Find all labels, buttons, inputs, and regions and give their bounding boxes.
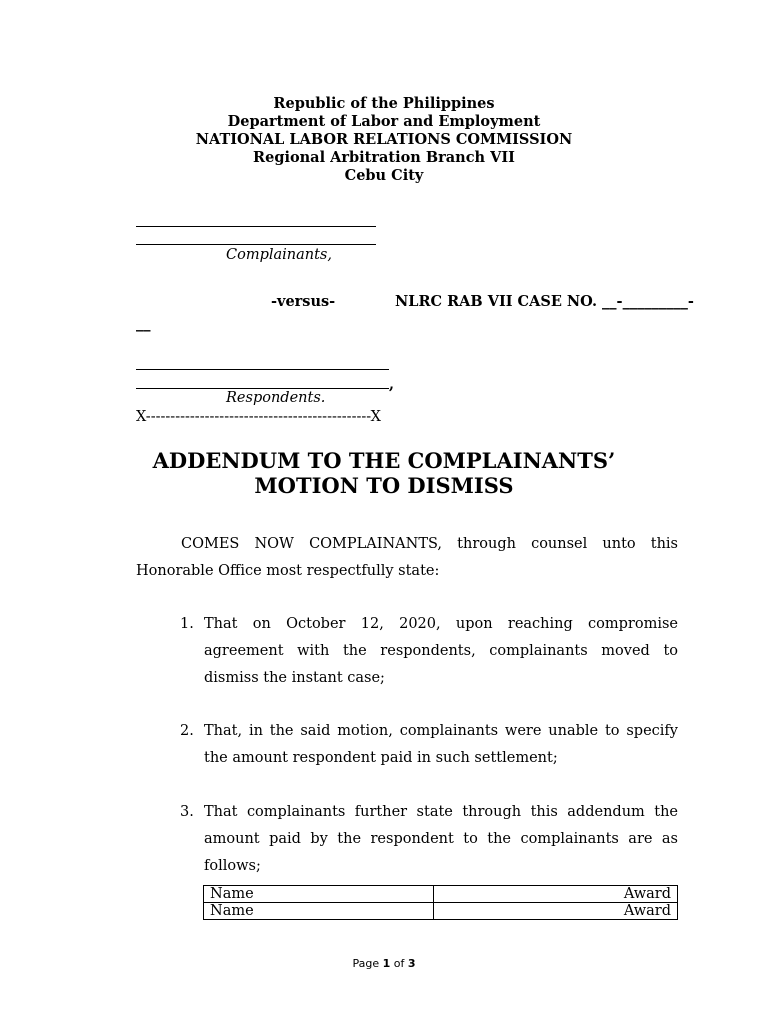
award-name-cell: Name: [204, 903, 434, 920]
page-footer: [0, 957, 768, 970]
header-branch: Regional Arbitration Branch VII: [253, 149, 515, 166]
list-item: [180, 799, 678, 880]
page-current-number: 1: [382, 957, 391, 970]
complainant-blank-line-2: [136, 244, 376, 245]
list-item-text: That complainants further state through this addendum the amount paid by the respondent to the complainants are as follows;: [204, 804, 678, 874]
header-department: Department of Labor and Employment: [227, 113, 541, 130]
header-commission: NATIONAL LABOR RELATIONS COMMISSION: [195, 131, 573, 148]
complainants-label: Complainants,: [226, 247, 332, 263]
list-item-number: 3.: [180, 804, 194, 820]
caption-separator: X----------------------------------------------X: [136, 409, 381, 425]
table-row: [204, 903, 678, 920]
case-number-continuation: __: [136, 315, 151, 332]
list-item: [180, 611, 678, 692]
page-footer-of: of: [390, 957, 408, 970]
list-item-number: 2.: [180, 723, 194, 739]
respondent-comma: ,: [389, 376, 395, 393]
header-city: Cebu City: [344, 167, 424, 184]
complainant-blank-line-1: [136, 226, 376, 227]
respondent-blank-line-1: [136, 369, 389, 370]
document-title-line-2: MOTION TO DISMISS: [254, 473, 514, 498]
respondent-blank-line-2: [136, 388, 389, 389]
header-republic: Republic of the Philippines: [273, 95, 495, 112]
versus-label: -versus-: [271, 293, 336, 310]
award-amount-cell: Award: [434, 903, 678, 920]
list-item-text: That on October 12, 2020, upon reaching compromise agreement with the respondents, complainants moved to dismiss the instant case;: [204, 616, 678, 686]
case-number: NLRC RAB VII CASE NO. __-_________-: [395, 293, 694, 310]
page-footer-prefix: Page: [352, 957, 383, 970]
list-item-number: 1.: [180, 616, 194, 632]
award-table: [203, 885, 678, 920]
intro-paragraph: COMES NOW COMPLAINANTS, through counsel unto this Honorable Office most respectfully state:: [136, 536, 678, 579]
table-row: [204, 886, 678, 903]
list-item: [180, 718, 678, 772]
award-amount-cell: Award: [434, 886, 678, 903]
page-total-number: 3: [407, 957, 416, 970]
award-name-cell: Name: [204, 886, 434, 903]
respondents-label: Respondents.: [226, 390, 326, 406]
list-item-text: That, in the said motion, complainants were unable to specify the amount respondent paid in such settlement;: [204, 723, 678, 766]
document-title-line-1: ADDENDUM TO THE COMPLAINANTS’: [152, 448, 616, 473]
